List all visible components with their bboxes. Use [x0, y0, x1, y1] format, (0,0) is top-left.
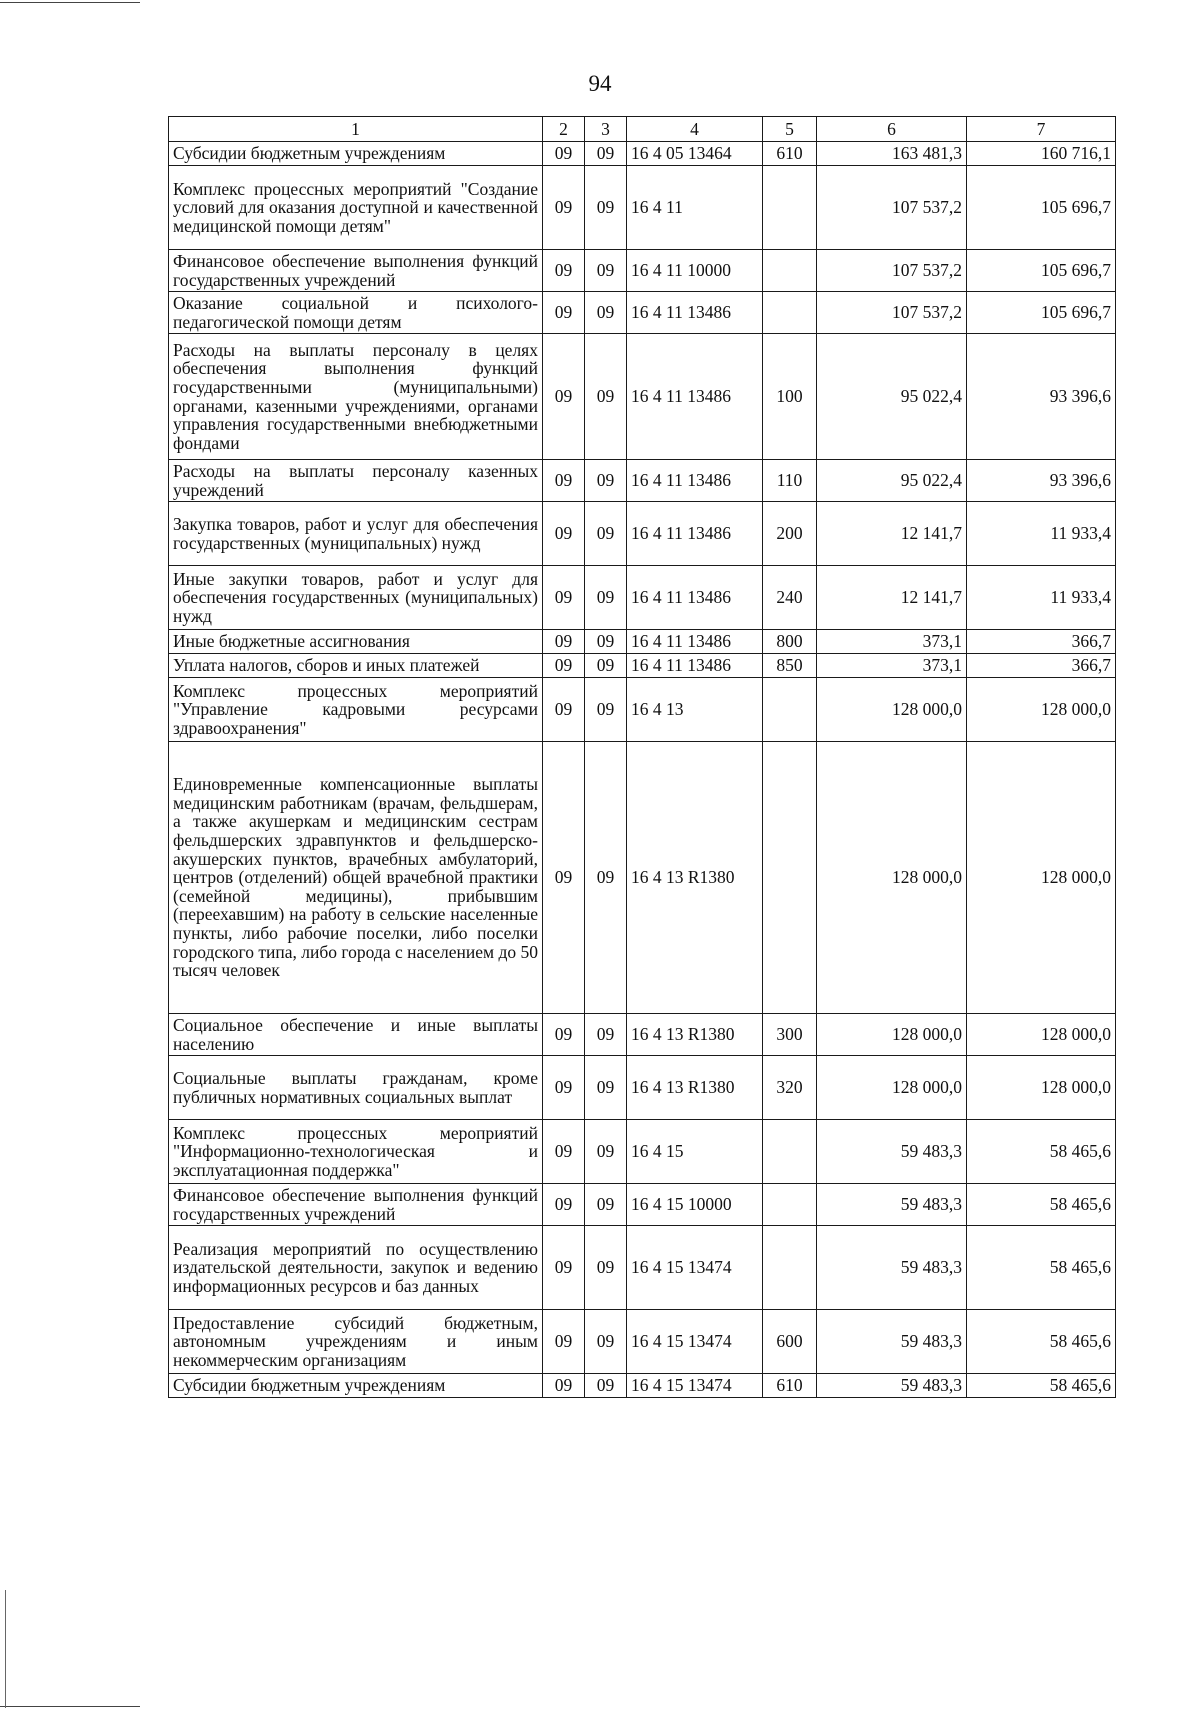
row-col-2: 09	[543, 1056, 585, 1120]
row-amount-2: 58 465,6	[967, 1226, 1116, 1310]
row-name: Иные бюджетные ассигнования	[169, 630, 543, 654]
row-amount-2: 160 716,1	[967, 142, 1116, 166]
row-amount-2: 105 696,7	[967, 250, 1116, 292]
row-amount-2: 128 000,0	[967, 678, 1116, 742]
row-col-2: 09	[543, 142, 585, 166]
row-col-3: 09	[585, 742, 627, 1014]
table-row	[169, 1014, 1116, 1056]
table-row	[169, 566, 1116, 630]
row-col-3: 09	[585, 142, 627, 166]
row-col-2: 09	[543, 334, 585, 460]
row-amount-1: 59 483,3	[817, 1374, 967, 1398]
row-col-5	[763, 250, 817, 292]
row-amount-2: 366,7	[967, 654, 1116, 678]
row-col-2: 09	[543, 166, 585, 250]
row-col-2: 09	[543, 566, 585, 630]
row-col-3: 09	[585, 678, 627, 742]
row-col-5: 110	[763, 460, 817, 502]
row-name: Оказание социальной и психолого-педагогической помощи детям	[169, 292, 543, 334]
row-code: 16 4 15	[627, 1120, 763, 1184]
row-col-5: 240	[763, 566, 817, 630]
row-col-3: 09	[585, 566, 627, 630]
row-amount-1: 128 000,0	[817, 1014, 967, 1056]
row-col-5: 850	[763, 654, 817, 678]
row-col-5: 100	[763, 334, 817, 460]
row-col-3: 09	[585, 292, 627, 334]
row-code: 16 4 11 13486	[627, 502, 763, 566]
row-amount-2: 105 696,7	[967, 166, 1116, 250]
row-col-3: 09	[585, 166, 627, 250]
row-col-2: 09	[543, 250, 585, 292]
row-amount-2: 93 396,6	[967, 334, 1116, 460]
row-amount-1: 373,1	[817, 654, 967, 678]
row-col-2: 09	[543, 292, 585, 334]
row-amount-1: 128 000,0	[817, 678, 967, 742]
row-col-5: 320	[763, 1056, 817, 1120]
scan-edge-left	[5, 1590, 6, 1708]
row-col-5: 610	[763, 142, 817, 166]
row-name: Финансовое обеспечение выполнения функций государственных учреждений	[169, 250, 543, 292]
row-name: Комплекс процессных мероприятий "Создание условий для оказания доступной и качественной медицинской помощи детям"	[169, 166, 543, 250]
row-col-2: 09	[543, 1226, 585, 1310]
row-col-2: 09	[543, 678, 585, 742]
row-name: Расходы на выплаты персоналу в целях обеспечения выполнения функций государственными (муниципальными) органами, казенными учреждениями, органами управления государственными внебюджетными фондами	[169, 334, 543, 460]
column-header-5: 5	[763, 117, 817, 142]
row-code: 16 4 11 13486	[627, 630, 763, 654]
table-row	[169, 334, 1116, 460]
row-amount-1: 107 537,2	[817, 292, 967, 334]
table-row	[169, 1310, 1116, 1374]
row-code: 16 4 15 13474	[627, 1310, 763, 1374]
row-col-5	[763, 166, 817, 250]
row-code: 16 4 15 13474	[627, 1374, 763, 1398]
table-row	[169, 502, 1116, 566]
row-amount-2: 58 465,6	[967, 1120, 1116, 1184]
row-name: Субсидии бюджетным учреждениям	[169, 142, 543, 166]
row-col-2: 09	[543, 654, 585, 678]
row-code: 16 4 13 R1380	[627, 742, 763, 1014]
row-amount-1: 59 483,3	[817, 1310, 967, 1374]
row-amount-2: 128 000,0	[967, 1014, 1116, 1056]
table-row	[169, 292, 1116, 334]
row-code: 16 4 13 R1380	[627, 1014, 763, 1056]
row-amount-1: 95 022,4	[817, 334, 967, 460]
table-row	[169, 678, 1116, 742]
column-header-2: 2	[543, 117, 585, 142]
row-code: 16 4 11	[627, 166, 763, 250]
row-code: 16 4 13 R1380	[627, 1056, 763, 1120]
page-number: 94	[588, 71, 612, 96]
table-row	[169, 654, 1116, 678]
row-name: Финансовое обеспечение выполнения функций государственных учреждений	[169, 1184, 543, 1226]
row-col-2: 09	[543, 630, 585, 654]
row-code: 16 4 11 13486	[627, 292, 763, 334]
table-row	[169, 1120, 1116, 1184]
row-col-3: 09	[585, 1056, 627, 1120]
row-col-5: 600	[763, 1310, 817, 1374]
row-code: 16 4 05 13464	[627, 142, 763, 166]
row-name: Расходы на выплаты персоналу казенных учреждений	[169, 460, 543, 502]
row-amount-2: 11 933,4	[967, 502, 1116, 566]
row-amount-1: 59 483,3	[817, 1184, 967, 1226]
row-amount-2: 128 000,0	[967, 1056, 1116, 1120]
row-col-5: 300	[763, 1014, 817, 1056]
row-code: 16 4 11 10000	[627, 250, 763, 292]
row-code: 16 4 11 13486	[627, 460, 763, 502]
row-col-2: 09	[543, 1310, 585, 1374]
table-row	[169, 1056, 1116, 1120]
row-amount-1: 59 483,3	[817, 1226, 967, 1310]
table-row	[169, 1184, 1116, 1226]
row-amount-1: 59 483,3	[817, 1120, 967, 1184]
table-row	[169, 1226, 1116, 1310]
row-col-3: 09	[585, 334, 627, 460]
row-col-3: 09	[585, 1226, 627, 1310]
row-amount-2: 11 933,4	[967, 566, 1116, 630]
row-col-2: 09	[543, 1014, 585, 1056]
row-amount-1: 107 537,2	[817, 250, 967, 292]
row-name: Иные закупки товаров, работ и услуг для обеспечения государственных (муниципальных) нужд	[169, 566, 543, 630]
row-col-3: 09	[585, 250, 627, 292]
budget-table	[168, 116, 1116, 1398]
row-amount-1: 107 537,2	[817, 166, 967, 250]
table-row	[169, 142, 1116, 166]
row-name: Комплекс процессных мероприятий "Управление кадровыми ресурсами здравоохранения"	[169, 678, 543, 742]
row-col-2: 09	[543, 1120, 585, 1184]
row-col-5	[763, 1120, 817, 1184]
row-code: 16 4 13	[627, 678, 763, 742]
row-amount-1: 128 000,0	[817, 1056, 967, 1120]
row-name: Субсидии бюджетным учреждениям	[169, 1374, 543, 1398]
row-col-5	[763, 1184, 817, 1226]
row-code: 16 4 15 13474	[627, 1226, 763, 1310]
table-row	[169, 250, 1116, 292]
row-col-2: 09	[543, 1374, 585, 1398]
table-body	[169, 142, 1116, 1398]
row-col-3: 09	[585, 630, 627, 654]
row-col-3: 09	[585, 1184, 627, 1226]
row-amount-2: 58 465,6	[967, 1374, 1116, 1398]
row-amount-1: 12 141,7	[817, 566, 967, 630]
row-amount-1: 128 000,0	[817, 742, 967, 1014]
row-col-3: 09	[585, 1374, 627, 1398]
row-name: Предоставление субсидий бюджетным, автономным учреждениям и иным некоммерческим организациям	[169, 1310, 543, 1374]
header-row	[169, 117, 1116, 142]
row-col-5	[763, 292, 817, 334]
row-name: Социальное обеспечение и иные выплаты населению	[169, 1014, 543, 1056]
row-name: Социальные выплаты гражданам, кроме публичных нормативных социальных выплат	[169, 1056, 543, 1120]
row-name: Комплекс процессных мероприятий "Информационно-технологическая и эксплуатационная поддержка"	[169, 1120, 543, 1184]
row-col-2: 09	[543, 742, 585, 1014]
row-col-2: 09	[543, 460, 585, 502]
scan-edge-bottom	[0, 1706, 140, 1707]
row-col-5: 200	[763, 502, 817, 566]
row-amount-2: 58 465,6	[967, 1184, 1116, 1226]
table-row	[169, 742, 1116, 1014]
row-amount-1: 163 481,3	[817, 142, 967, 166]
row-name: Закупка товаров, работ и услуг для обеспечения государственных (муниципальных) нужд	[169, 502, 543, 566]
row-name: Уплата налогов, сборов и иных платежей	[169, 654, 543, 678]
row-amount-2: 128 000,0	[967, 742, 1116, 1014]
scan-edge-top	[0, 2, 140, 3]
table-row	[169, 166, 1116, 250]
row-amount-2: 58 465,6	[967, 1310, 1116, 1374]
table-row	[169, 460, 1116, 502]
row-code: 16 4 15 10000	[627, 1184, 763, 1226]
row-col-3: 09	[585, 654, 627, 678]
row-code: 16 4 11 13486	[627, 566, 763, 630]
row-col-3: 09	[585, 1014, 627, 1056]
row-name: Реализация мероприятий по осуществлению издательской деятельности, закупок и ведению информационных ресурсов и баз данных	[169, 1226, 543, 1310]
column-header-7: 7	[967, 117, 1116, 142]
row-col-5	[763, 742, 817, 1014]
row-amount-1: 373,1	[817, 630, 967, 654]
row-amount-1: 12 141,7	[817, 502, 967, 566]
table-row	[169, 1374, 1116, 1398]
row-amount-2: 93 396,6	[967, 460, 1116, 502]
row-col-3: 09	[585, 1310, 627, 1374]
row-col-5: 610	[763, 1374, 817, 1398]
column-header-3: 3	[585, 117, 627, 142]
row-amount-1: 95 022,4	[817, 460, 967, 502]
row-col-3: 09	[585, 1120, 627, 1184]
row-col-5	[763, 678, 817, 742]
row-col-3: 09	[585, 460, 627, 502]
row-name: Единовременные компенсационные выплаты медицинским работникам (врачам, фельдшерам, а также акушеркам и медицинским сестрам фельдшерских здравпунктов и фельдшерско-акушерских пунктов, врачебных амбулаторий, центров (отделений) общей врачебной практики (семейной медицины), прибывшим (переехавшим) на работу в сельские населенные пункты, либо рабочие поселки, либо поселки городского типа, либо города с населением до 50 тысяч человек	[169, 742, 543, 1014]
row-amount-2: 105 696,7	[967, 292, 1116, 334]
table-row	[169, 630, 1116, 654]
column-header-4: 4	[627, 117, 763, 142]
row-col-3: 09	[585, 502, 627, 566]
row-col-5	[763, 1226, 817, 1310]
row-col-2: 09	[543, 502, 585, 566]
column-header-6: 6	[817, 117, 967, 142]
row-col-5: 800	[763, 630, 817, 654]
row-col-2: 09	[543, 1184, 585, 1226]
column-header-1: 1	[169, 117, 543, 142]
row-amount-2: 366,7	[967, 630, 1116, 654]
row-code: 16 4 11 13486	[627, 334, 763, 460]
row-code: 16 4 11 13486	[627, 654, 763, 678]
